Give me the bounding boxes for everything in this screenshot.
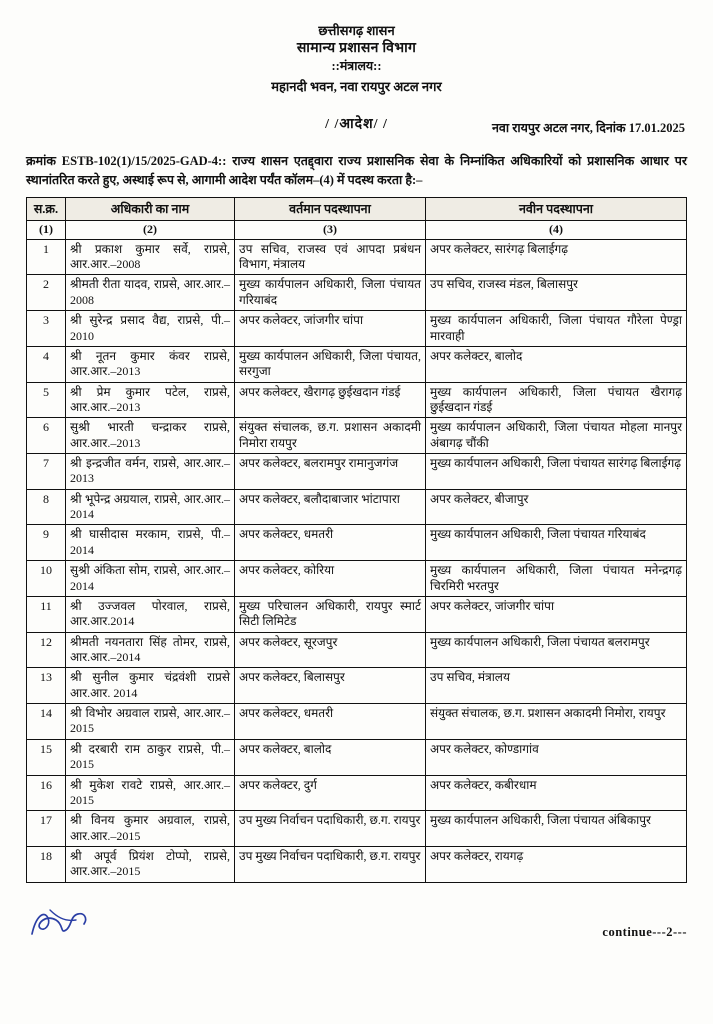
cell-serial: 3 [27, 311, 66, 347]
cell-serial: 13 [27, 668, 66, 704]
table-row [27, 418, 687, 454]
cell-serial: 5 [27, 382, 66, 418]
cell-current-posting: अपर कलेक्टर, जांजगीर चांपा [235, 311, 426, 347]
cell-officer-name: श्री नूतन कुमार कंवर राप्रसे, आर.आर.–2013 [66, 346, 235, 382]
column-header-officer-name: अधिकारी का नाम [66, 198, 235, 221]
cell-new-posting: अपर कलेक्टर, बीजापुर [426, 489, 687, 525]
table-row [27, 739, 687, 775]
cell-serial: 11 [27, 596, 66, 632]
cell-new-posting: मुख्य कार्यपालन अधिकारी, जिला पंचायत खैरागढ़ छुईखदान गंडई [426, 382, 687, 418]
cell-current-posting: अपर कलेक्टर, बलरामपुर रामानुजगंज [235, 454, 426, 490]
cell-current-posting: अपर कलेक्टर, धमतरी [235, 525, 426, 561]
cell-officer-name: श्री सुनील कुमार चंद्रवंशी राप्रसे आर.आर. 2014 [66, 668, 235, 704]
column-number-row [27, 221, 687, 239]
cell-serial: 2 [27, 275, 66, 311]
page-footer [26, 906, 687, 940]
cell-officer-name: श्री प्रेम कुमार पटेल, राप्रसे, आर.आर.–2013 [66, 382, 235, 418]
cell-current-posting: अपर कलेक्टर, दुर्ग [235, 775, 426, 811]
cell-new-posting: उप सचिव, मंत्रालय [426, 668, 687, 704]
cell-new-posting: मुख्य कार्यपालन अधिकारी, जिला पंचायत मोहला मानपुर अंबागढ़ चौंकी [426, 418, 687, 454]
cell-new-posting: अपर कलेक्टर, बालोद [426, 346, 687, 382]
cell-new-posting: उप सचिव, राजस्व मंडल, बिलासपुर [426, 275, 687, 311]
cell-serial: 10 [27, 561, 66, 597]
column-header-current-posting: वर्तमान पदस्थापना [235, 198, 426, 221]
table-row [27, 846, 687, 882]
cell-officer-name: सुश्री भारती चन्द्राकर राप्रसे, आर.आर.–2013 [66, 418, 235, 454]
cell-new-posting: अपर कलेक्टर, कोण्डागांव [426, 739, 687, 775]
cell-current-posting: अपर कलेक्टर, बिलासपुर [235, 668, 426, 704]
order-reference-number: क्रमांक ESTB-102(1)/15/2025-GAD-4:: [26, 153, 227, 168]
cell-serial: 1 [27, 239, 66, 275]
table-row [27, 775, 687, 811]
cell-serial: 4 [27, 346, 66, 382]
cell-officer-name: श्रीमती नयनतारा सिंह तोमर, राप्रसे, आर.आर.–2014 [66, 632, 235, 668]
cell-serial: 8 [27, 489, 66, 525]
table-row [27, 561, 687, 597]
table-header-row [27, 198, 687, 221]
subject-paragraph [26, 152, 687, 190]
cell-new-posting: मुख्य कार्यपालन अधिकारी, जिला पंचायत बलरामपुर [426, 632, 687, 668]
cell-officer-name: श्री प्रकाश कुमार सर्वे, राप्रसे, आर.आर.–2008 [66, 239, 235, 275]
cell-serial: 9 [27, 525, 66, 561]
cell-new-posting: अपर कलेक्टर, सारंगढ़ बिलाईगढ़ [426, 239, 687, 275]
place-and-date: नवा रायपुर अटल नगर, दिनांक 17.01.2025 [491, 120, 685, 135]
table-row [27, 525, 687, 561]
cell-current-posting: अपर कलेक्टर, बलौदाबाजार भांटापारा [235, 489, 426, 525]
cell-serial: 15 [27, 739, 66, 775]
cell-officer-name: श्री विनय कुमार अग्रवाल, राप्रसे, आर.आर.–2015 [66, 811, 235, 847]
table-row [27, 596, 687, 632]
cell-new-posting: मुख्य कार्यपालन अधिकारी, जिला पंचायत मनेन्द्रगढ़ चिरमिरी भरतपुर [426, 561, 687, 597]
cell-serial: 18 [27, 846, 66, 882]
cell-serial: 12 [27, 632, 66, 668]
cell-officer-name: श्री उज्जवल पोरवाल, राप्रसे, आर.आर.2014 [66, 596, 235, 632]
cell-current-posting: उप मुख्य निर्वाचन पदाधिकारी, छ.ग. रायपुर [235, 811, 426, 847]
cell-officer-name: श्री विभोर अग्रवाल राप्रसे, आर.आर.–2015 [66, 704, 235, 740]
cell-officer-name: श्री घासीदास मरकाम, राप्रसे, पी.–2014 [66, 525, 235, 561]
table-row [27, 454, 687, 490]
cell-officer-name: श्रीमती रीता यादव, राप्रसे, आर.आर.–2008 [66, 275, 235, 311]
cell-current-posting: मुख्य परिचालन अधिकारी, रायपुर स्मार्ट सिटी लिमिटेड [235, 596, 426, 632]
column-header-new-posting: नवीन पदस्थापना [426, 198, 687, 221]
header-line-4: महानदी भवन, नवा रायपुर अटल नगर [271, 79, 442, 95]
cell-officer-name: श्री भूपेन्द्र अग्रयाल, राप्रसे, आर.आर.–2014 [66, 489, 235, 525]
cell-current-posting: उप सचिव, राजस्व एवं आपदा प्रबंधन विभाग, मंत्रालय [235, 239, 426, 275]
continue-label: continue---2--- [602, 925, 687, 939]
column-number-1: (1) [27, 221, 66, 239]
cell-new-posting: अपर कलेक्टर, रायगढ़ [426, 846, 687, 882]
cell-current-posting: अपर कलेक्टर, बालोद [235, 739, 426, 775]
signature-mark [26, 906, 96, 940]
order-label: / /आदेश/ / [325, 116, 388, 132]
subject-text: राज्य शासन एतद्द्वारा राज्य प्रशासनिक सेवा के निम्नांकित अधिकारियों को प्रशासनिक आधार पर स्थानांतरित करते हुए, अस्थाई रूप से, आगामी आदेश पर्यंत कॉलम–(4) में पदस्थ करता है:– [26, 153, 687, 187]
cell-current-posting: अपर कलेक्टर, सूरजपुर [235, 632, 426, 668]
cell-new-posting: मुख्य कार्यपालन अधिकारी, जिला पंचायत गरियाबंद [426, 525, 687, 561]
cell-new-posting: अपर कलेक्टर, जांजगीर चांपा [426, 596, 687, 632]
table-row [27, 382, 687, 418]
cell-current-posting: अपर कलेक्टर, कोरिया [235, 561, 426, 597]
transfer-table [26, 197, 687, 882]
cell-current-posting: उप मुख्य निर्वाचन पदाधिकारी, छ.ग. रायपुर [235, 846, 426, 882]
table-row [27, 704, 687, 740]
cell-serial: 14 [27, 704, 66, 740]
table-row [27, 346, 687, 382]
table-row [27, 668, 687, 704]
table-row [27, 811, 687, 847]
cell-officer-name: श्री इन्द्रजीत वर्मन, राप्रसे, आर.आर.–2013 [66, 454, 235, 490]
cell-serial: 17 [27, 811, 66, 847]
table-row [27, 489, 687, 525]
header-line-3: ::मंत्रालय:: [331, 59, 382, 74]
cell-officer-name: श्री मुकेश रावटे राप्रसे, आर.आर.–2015 [66, 775, 235, 811]
column-number-3: (3) [235, 221, 426, 239]
cell-serial: 7 [27, 454, 66, 490]
column-number-4: (4) [426, 221, 687, 239]
cell-serial: 6 [27, 418, 66, 454]
cell-officer-name: श्री अपूर्व प्रियंश टोप्पो, राप्रसे, आर.आर.–2015 [66, 846, 235, 882]
cell-officer-name: श्री सुरेन्द्र प्रसाद वैद्य, राप्रसे, पी.–2010 [66, 311, 235, 347]
header-line-2: सामान्य प्रशासन विभाग [296, 40, 417, 56]
cell-new-posting: अपर कलेक्टर, कबीरधाम [426, 775, 687, 811]
cell-serial: 16 [27, 775, 66, 811]
cell-current-posting: अपर कलेक्टर, धमतरी [235, 704, 426, 740]
cell-new-posting: मुख्य कार्यपालन अधिकारी, जिला पंचायत गौरेला पेण्ड्रा मारवाही [426, 311, 687, 347]
column-number-2: (2) [66, 221, 235, 239]
cell-new-posting: मुख्य कार्यपालन अधिकारी, जिला पंचायत अंबिकापुर [426, 811, 687, 847]
cell-officer-name: सुश्री अंकिता सोम, राप्रसे, आर.आर.–2014 [66, 561, 235, 597]
cell-officer-name: श्री दरबारी राम ठाकुर राप्रसे, पी.–2015 [66, 739, 235, 775]
cell-new-posting: संयुक्त संचालक, छ.ग. प्रशासन अकादमी निमोरा, रायपुर [426, 704, 687, 740]
table-row [27, 239, 687, 275]
cell-current-posting: मुख्य कार्यपालन अधिकारी, जिला पंचायत गरियाबंद [235, 275, 426, 311]
cell-new-posting: मुख्य कार्यपालन अधिकारी, जिला पंचायत सारंगढ़ बिलाईगढ़ [426, 454, 687, 490]
table-body [27, 221, 687, 882]
header-line-1: छत्तीसगढ़ शासन [318, 23, 395, 38]
cell-current-posting: मुख्य कार्यपालन अधिकारी, जिला पंचायत, सरगुजा [235, 346, 426, 382]
document-header [26, 22, 687, 96]
table-row [27, 311, 687, 347]
column-header-serial: स.क्र. [27, 198, 66, 221]
table-row [27, 632, 687, 668]
cell-current-posting: अपर कलेक्टर, खैरागढ़ छुईखदान गंडई [235, 382, 426, 418]
table-row [27, 275, 687, 311]
cell-current-posting: संयुक्त संचालक, छ.ग. प्रशासन अकादमी निमोरा रायपुर [235, 418, 426, 454]
